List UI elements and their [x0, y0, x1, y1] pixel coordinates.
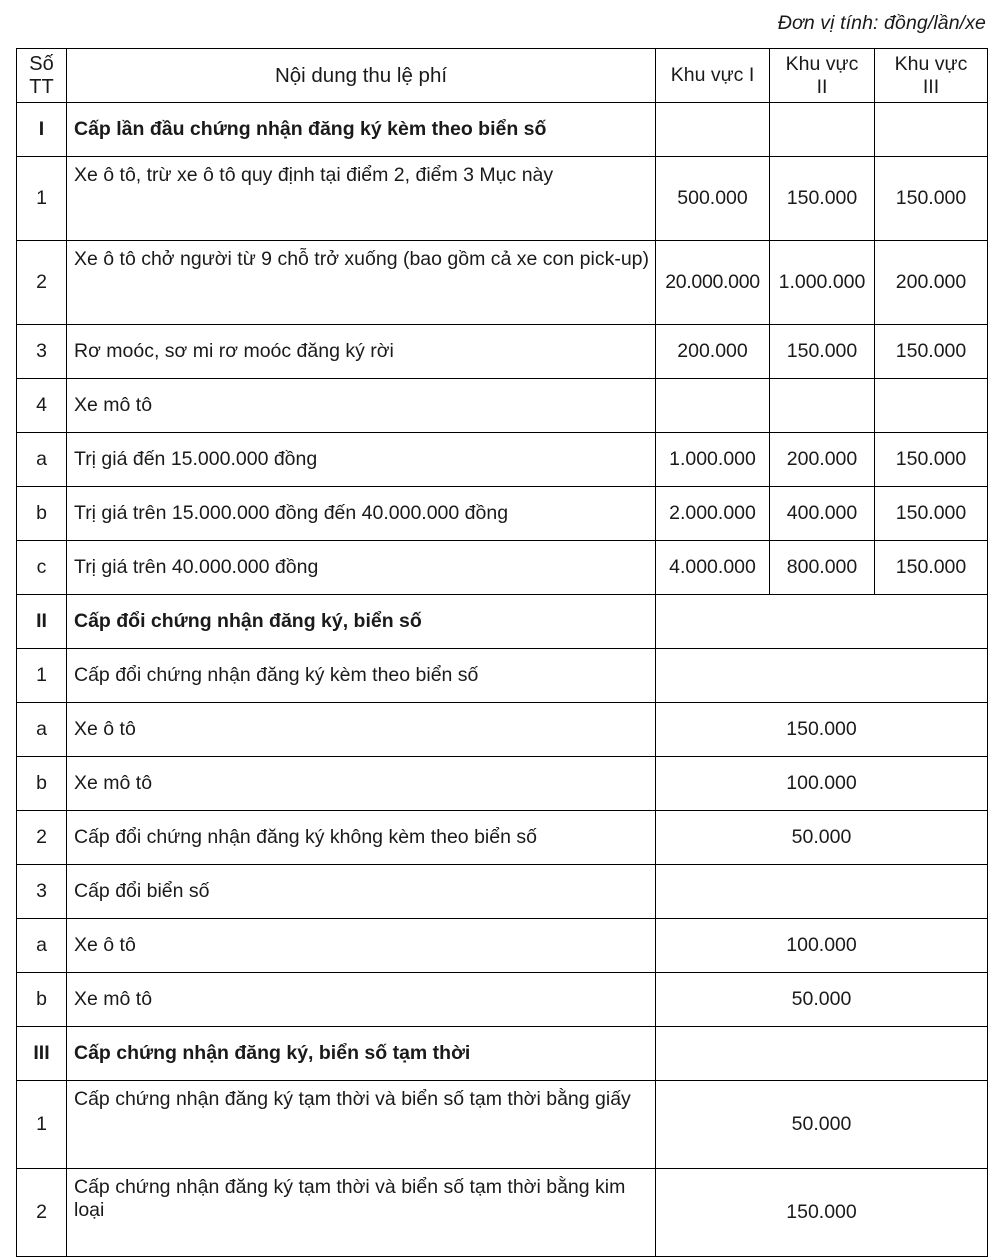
cell-description: Xe mô tô: [67, 973, 656, 1027]
cut-off-text-glyphs: [16, 1204, 76, 1210]
cell-row-number: b: [17, 487, 67, 541]
vehicle-registration-fee-table: [16, 48, 988, 1257]
cell-row-number: 4: [17, 379, 67, 433]
column-header-zone-1: Khu vực I: [656, 49, 770, 103]
column-header-no-line1: Số: [29, 52, 54, 75]
cell-fee-zone-3: 150.000: [875, 325, 988, 379]
cell-fee-all-zones: 50.000: [656, 811, 988, 865]
column-header-no: [17, 49, 67, 103]
cell-fee-zone-2: [770, 103, 875, 157]
cell-fee-all-zones: [656, 595, 988, 649]
cell-row-number: c: [17, 541, 67, 595]
cell-fee-zone-1: 1.000.000: [656, 433, 770, 487]
table-row: [17, 379, 988, 433]
cell-fee-zone-3: 150.000: [875, 541, 988, 595]
cell-fee-zone-2: 200.000: [770, 433, 875, 487]
table-row: [17, 241, 988, 325]
cell-row-number: III: [17, 1027, 67, 1081]
cell-description: Cấp chứng nhận đăng ký tạm thời và biển số tạm thời bằng kim loại: [67, 1169, 656, 1257]
cell-row-number: 3: [17, 865, 67, 919]
cell-description: Xe ô tô: [67, 703, 656, 757]
column-header-zone-2-line2: II: [816, 75, 828, 98]
table-row: [17, 865, 988, 919]
table-row: [17, 325, 988, 379]
cell-description: Cấp đổi chứng nhận đăng ký không kèm theo biển số: [67, 811, 656, 865]
cell-row-number: a: [17, 919, 67, 973]
cell-fee-zone-3: 150.000: [875, 433, 988, 487]
cell-fee-zone-3: [875, 103, 988, 157]
cell-row-number: 2: [17, 241, 67, 325]
cell-row-number: 1: [17, 1081, 67, 1169]
column-header-zone-3-line1: Khu vực: [894, 53, 968, 76]
cell-fee-zone-3: 200.000: [875, 241, 988, 325]
cell-fee-zone-2: 150.000: [770, 157, 875, 241]
cell-fee-all-zones: 50.000: [656, 973, 988, 1027]
table-row: [17, 919, 988, 973]
cell-fee-zone-2: 400.000: [770, 487, 875, 541]
cell-description: Cấp đổi biển số: [67, 865, 656, 919]
cell-row-number: 3: [17, 325, 67, 379]
cell-fee-all-zones: [656, 1027, 988, 1081]
cell-description: Trị giá trên 15.000.000 đồng đến 40.000.000 đồng: [67, 487, 656, 541]
unit-caption: Đơn vị tính: đồng/lần/xe: [777, 12, 986, 34]
cell-description: Cấp đổi chứng nhận đăng ký, biển số: [67, 595, 656, 649]
table-row: [17, 1169, 988, 1257]
cell-fee-zone-2: 800.000: [770, 541, 875, 595]
cell-fee-all-zones: [656, 865, 988, 919]
column-header-zone-2-line1: Khu vực: [785, 53, 859, 76]
cell-row-number: a: [17, 703, 67, 757]
cut-off-text-below-table: [16, 1204, 76, 1211]
cell-row-number: 2: [17, 811, 67, 865]
table-row: [17, 541, 988, 595]
table-header-row: [17, 49, 988, 103]
cell-fee-zone-3: [875, 379, 988, 433]
cell-description: Rơ moóc, sơ mi rơ moóc đăng ký rời: [67, 325, 656, 379]
cell-fee-zone-1: 2.000.000: [656, 487, 770, 541]
cell-fee-all-zones: 150.000: [656, 1169, 988, 1257]
table-row: [17, 1081, 988, 1169]
cell-fee-zone-3: 150.000: [875, 157, 988, 241]
table-row: [17, 811, 988, 865]
cell-description: Trị giá đến 15.000.000 đồng: [67, 433, 656, 487]
cell-fee-zone-2: 150.000: [770, 325, 875, 379]
table-row: [17, 595, 988, 649]
cell-fee-zone-1: 500.000: [656, 157, 770, 241]
cell-description: Xe ô tô chở người từ 9 chỗ trở xuống (bao gồm cả xe con pick-up): [67, 241, 656, 325]
cell-row-number: 2: [17, 1169, 67, 1257]
cell-description: Xe mô tô: [67, 757, 656, 811]
cell-row-number: a: [17, 433, 67, 487]
cell-row-number: 1: [17, 649, 67, 703]
column-header-no-line2: TT: [29, 75, 54, 98]
cell-fee-zone-1: 20.000.000: [656, 241, 770, 325]
cell-fee-zone-2: [770, 379, 875, 433]
cell-fee-zone-2: 1.000.000: [770, 241, 875, 325]
cell-fee-all-zones: 150.000: [656, 703, 988, 757]
table-row: [17, 649, 988, 703]
column-header-zone-3: [875, 49, 988, 103]
cell-fee-zone-3: 150.000: [875, 487, 988, 541]
table-row: [17, 487, 988, 541]
cell-description: Trị giá trên 40.000.000 đồng: [67, 541, 656, 595]
cell-row-number: II: [17, 595, 67, 649]
column-header-description: Nội dung thu lệ phí: [67, 49, 656, 103]
table-row: [17, 703, 988, 757]
table-body: [17, 103, 988, 1257]
table-header: [17, 49, 988, 103]
table-row: [17, 433, 988, 487]
cell-fee-all-zones: [656, 649, 988, 703]
cell-description: Xe ô tô: [67, 919, 656, 973]
cell-description: Xe ô tô, trừ xe ô tô quy định tại điểm 2, điểm 3 Mục này: [67, 157, 656, 241]
column-header-zone-3-line2: III: [922, 75, 940, 98]
cell-fee-zone-1: 4.000.000: [656, 541, 770, 595]
table-row: [17, 1027, 988, 1081]
cell-description: Xe mô tô: [67, 379, 656, 433]
cell-fee-zone-1: [656, 379, 770, 433]
table-row: [17, 973, 988, 1027]
cell-row-number: b: [17, 973, 67, 1027]
cell-fee-all-zones: 100.000: [656, 757, 988, 811]
cell-fee-zone-1: [656, 103, 770, 157]
table-row: [17, 157, 988, 241]
table-row: [17, 757, 988, 811]
cell-description: Cấp chứng nhận đăng ký, biển số tạm thời: [67, 1027, 656, 1081]
cell-description: Cấp đổi chứng nhận đăng ký kèm theo biển số: [67, 649, 656, 703]
cell-fee-all-zones: 50.000: [656, 1081, 988, 1169]
cell-description: Cấp chứng nhận đăng ký tạm thời và biển số tạm thời bằng giấy: [67, 1081, 656, 1169]
cell-row-number: I: [17, 103, 67, 157]
table-row: [17, 103, 988, 157]
column-header-zone-2: [770, 49, 875, 103]
cell-fee-zone-1: 200.000: [656, 325, 770, 379]
cell-row-number: b: [17, 757, 67, 811]
cell-row-number: 1: [17, 157, 67, 241]
cell-fee-all-zones: 100.000: [656, 919, 988, 973]
cell-description: Cấp lần đầu chứng nhận đăng ký kèm theo biển số: [67, 103, 656, 157]
